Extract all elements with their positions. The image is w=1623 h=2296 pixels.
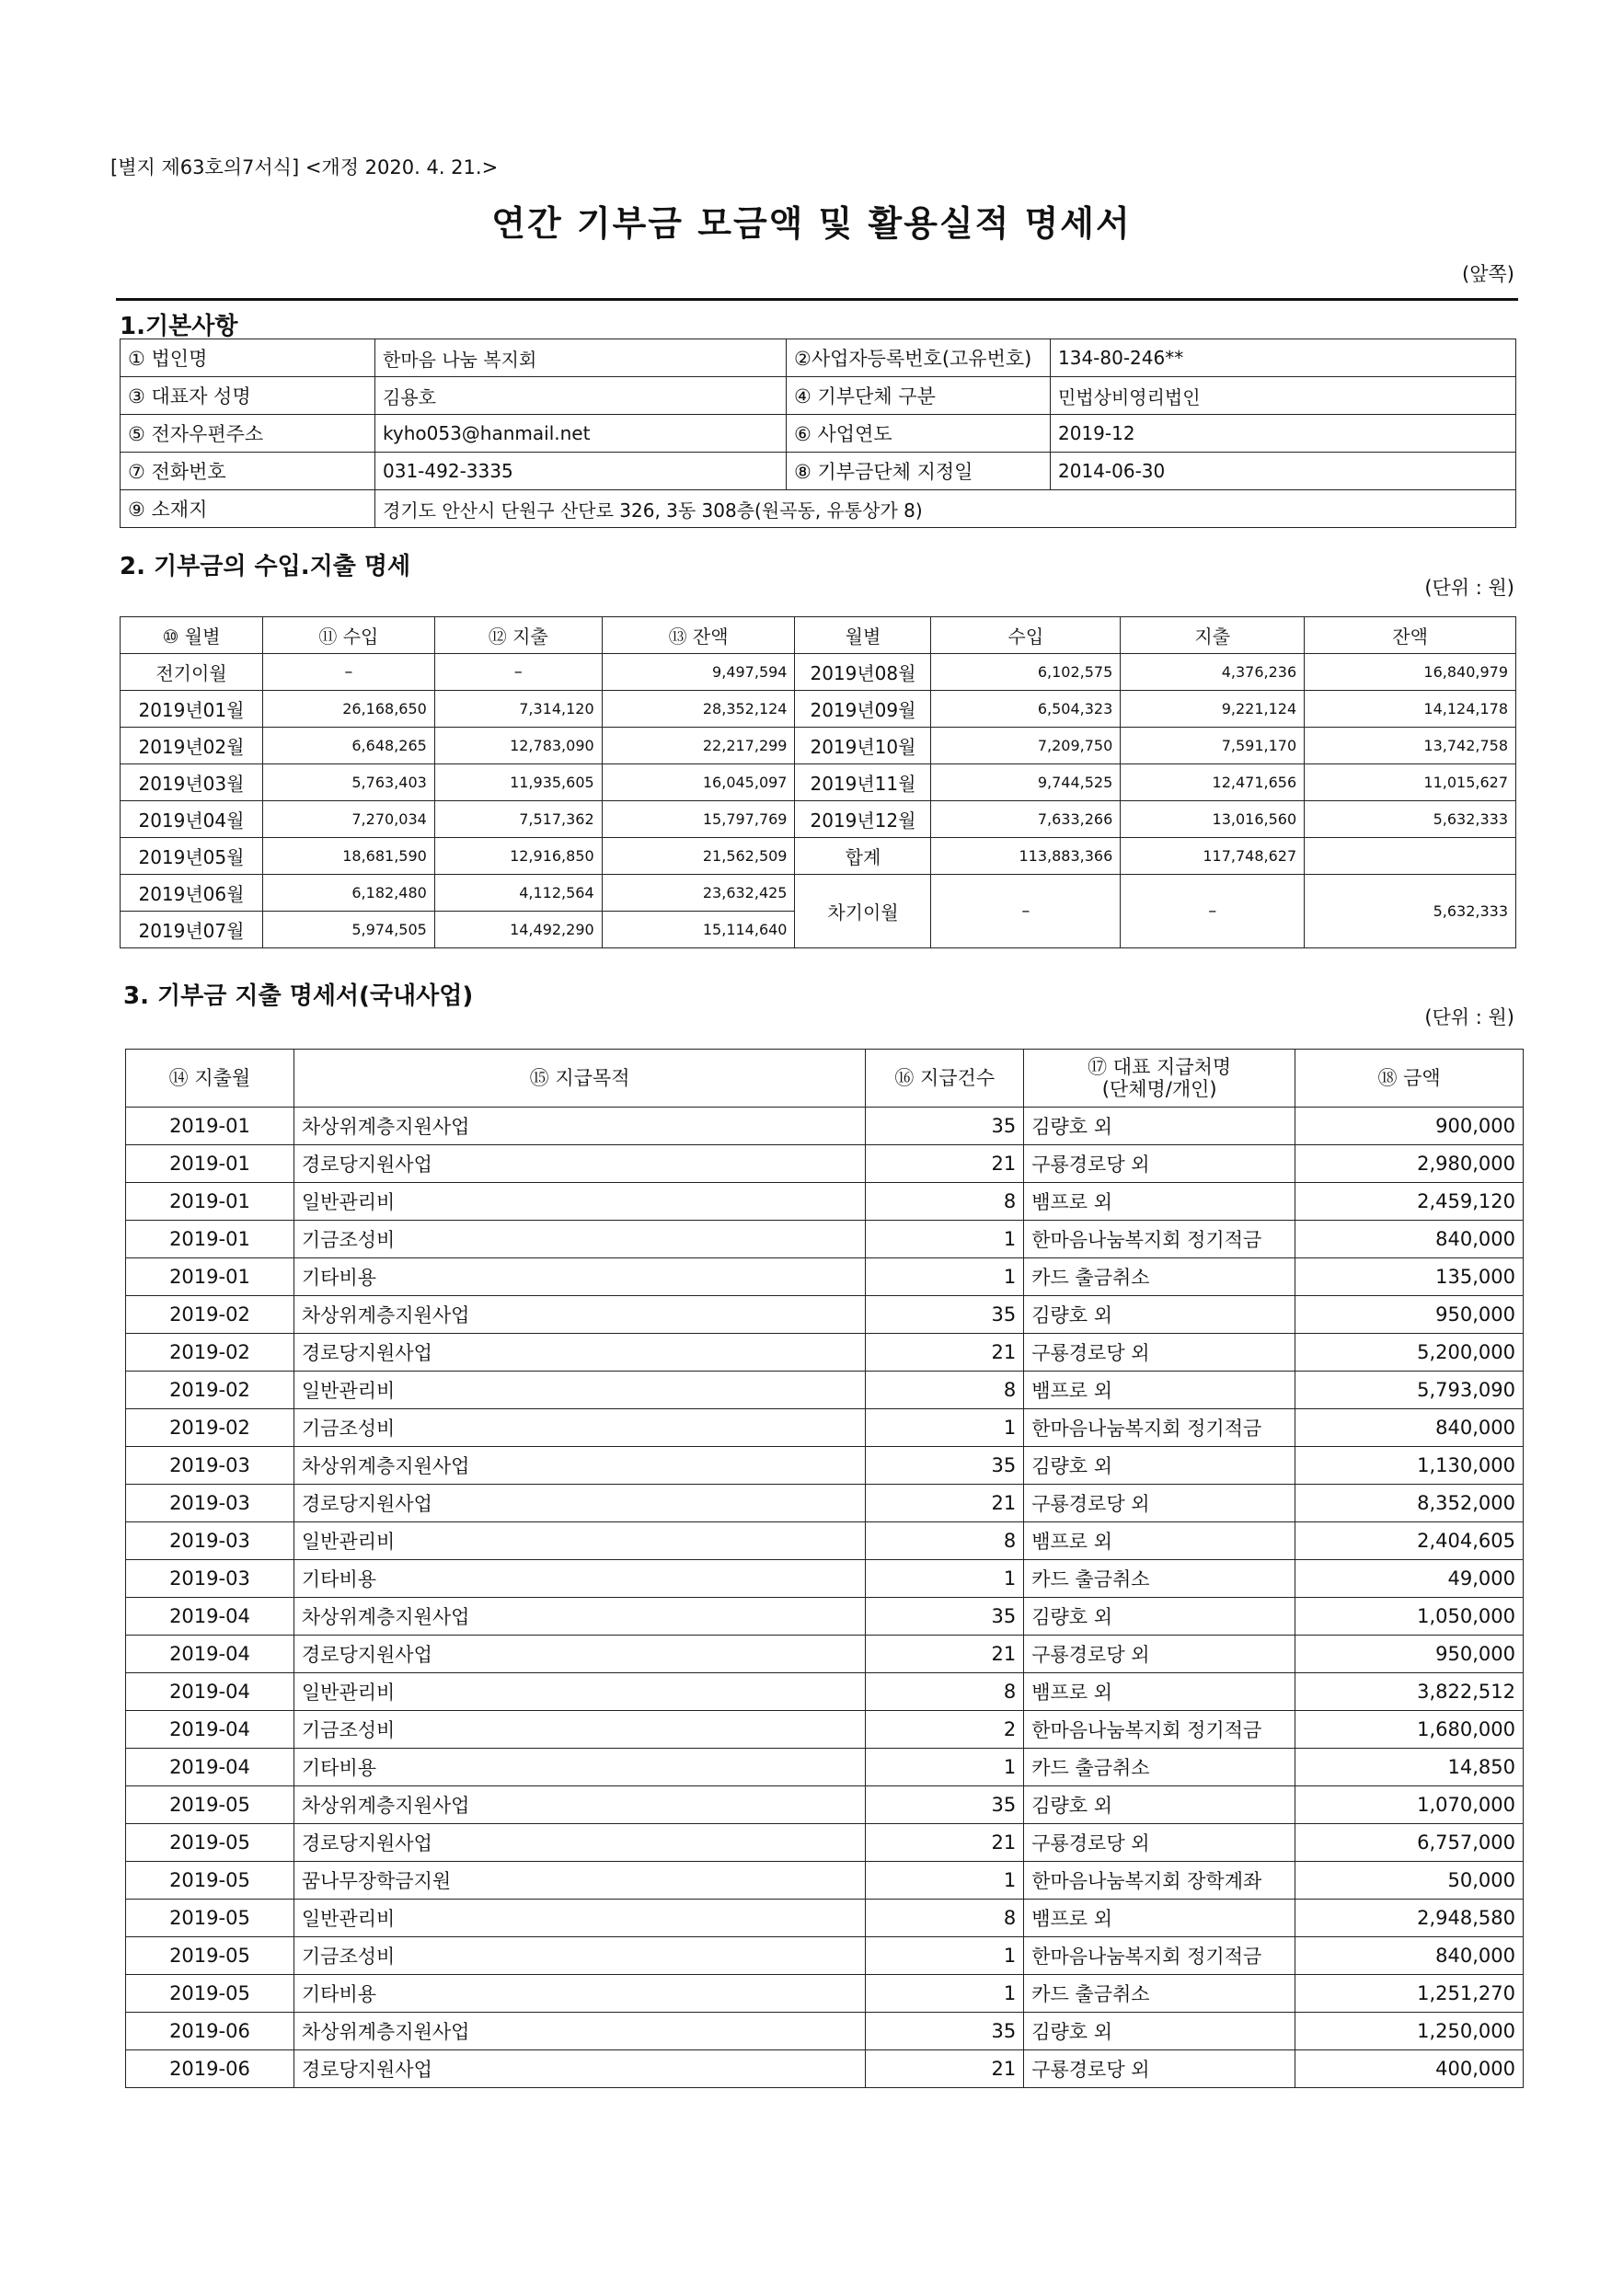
expense-amount: 5,200,000 — [1295, 1334, 1524, 1372]
expense-recipient: 한마음나눔복지회 정기적금 — [1024, 1409, 1295, 1447]
expense-month: 2019-02 — [126, 1334, 294, 1372]
amount-cell: 6,102,575 — [931, 654, 1121, 691]
amount-cell: – — [434, 654, 602, 691]
expense-recipient: 카드 출금취소 — [1024, 1258, 1295, 1296]
column-header: ⑩ 월별 — [121, 617, 263, 654]
expense-recipient: 구룡경로당 외 — [1024, 1485, 1295, 1522]
address-row — [121, 490, 1516, 528]
expense-purpose: 기금조성비 — [294, 1221, 865, 1258]
amount-cell: 21,562,509 — [602, 838, 795, 875]
field-label: ⑥ 사업연도 — [787, 415, 1051, 453]
expense-amount: 840,000 — [1295, 1409, 1524, 1447]
expense-purpose: 기금조성비 — [294, 1409, 865, 1447]
expense-row — [126, 1900, 1524, 1937]
expense-recipient: 김량호 외 — [1024, 1786, 1295, 1824]
amount-cell: 6,504,323 — [931, 691, 1121, 728]
expense-count: 21 — [866, 1824, 1024, 1862]
expense-count: 1 — [866, 1409, 1024, 1447]
expense-purpose: 기타비용 — [294, 1749, 865, 1786]
month-label: 전기이월 — [121, 654, 263, 691]
expense-recipient: 뱀프로 외 — [1024, 1900, 1295, 1937]
address-value: 경기도 안산시 단원구 산단로 326, 3동 308층(원곡동, 유통상가 8) — [375, 490, 1516, 528]
amount-cell: 7,633,266 — [931, 801, 1121, 838]
expense-month: 2019-04 — [126, 1749, 294, 1786]
column-header: 지출 — [1121, 617, 1305, 654]
carry-amount: – — [1121, 875, 1305, 948]
amount-cell: 23,632,425 — [602, 875, 795, 912]
expense-count: 1 — [866, 1258, 1024, 1296]
amount-cell: 26,168,650 — [262, 691, 434, 728]
expense-row — [126, 1183, 1524, 1221]
expense-purpose: 꿈나무장학금지원 — [294, 1862, 865, 1900]
month-label: 2019년11월 — [795, 764, 931, 801]
monthly-row — [121, 838, 1516, 875]
monthly-row — [121, 691, 1516, 728]
expense-header-row — [126, 1050, 1524, 1108]
expense-purpose: 기금조성비 — [294, 1937, 865, 1975]
column-header: ⑬ 잔액 — [602, 617, 795, 654]
expense-month: 2019-01 — [126, 1221, 294, 1258]
expense-month: 2019-03 — [126, 1560, 294, 1598]
expense-purpose: 경로당지원사업 — [294, 1636, 865, 1673]
expense-recipient: 구룡경로당 외 — [1024, 1334, 1295, 1372]
column-header: 잔액 — [1305, 617, 1516, 654]
monthly-row — [121, 801, 1516, 838]
amount-cell: 14,124,178 — [1305, 691, 1516, 728]
expense-amount: 5,793,090 — [1295, 1372, 1524, 1409]
expense-amount: 900,000 — [1295, 1108, 1524, 1145]
amount-cell — [1305, 838, 1516, 875]
amount-cell: 6,182,480 — [262, 875, 434, 912]
expense-row — [126, 1108, 1524, 1145]
expense-purpose: 기타비용 — [294, 1258, 865, 1296]
expense-row — [126, 1258, 1524, 1296]
expense-count: 35 — [866, 1108, 1024, 1145]
field-label: ③ 대표자 성명 — [121, 377, 375, 415]
expense-month: 2019-01 — [126, 1258, 294, 1296]
basic-info-row — [121, 377, 1516, 415]
column-header: ⑱ 금액 — [1295, 1050, 1524, 1108]
expense-purpose: 일반관리비 — [294, 1522, 865, 1560]
expense-amount: 1,251,270 — [1295, 1975, 1524, 2013]
expense-purpose: 경로당지원사업 — [294, 1824, 865, 1862]
monthly-header-row — [121, 617, 1516, 654]
expense-amount: 950,000 — [1295, 1636, 1524, 1673]
field-label: ⑧ 기부금단체 지정일 — [787, 453, 1051, 490]
expense-count: 2 — [866, 1711, 1024, 1749]
monthly-income-expense-table — [120, 616, 1516, 948]
form-number: [별지 제63호의7서식] <개정 2020. 4. 21.> — [110, 156, 499, 178]
amount-cell: 9,221,124 — [1121, 691, 1305, 728]
expense-amount: 2,404,605 — [1295, 1522, 1524, 1560]
expense-purpose: 차상위계층지원사업 — [294, 1598, 865, 1636]
monthly-row — [121, 875, 1516, 912]
expense-purpose: 일반관리비 — [294, 1673, 865, 1711]
expense-count: 35 — [866, 1598, 1024, 1636]
expense-purpose: 경로당지원사업 — [294, 1145, 865, 1183]
basic-info-row — [121, 339, 1516, 377]
expense-amount: 1,050,000 — [1295, 1598, 1524, 1636]
field-value: 한마음 나눔 복지회 — [375, 339, 787, 377]
amount-cell: 113,883,366 — [931, 838, 1121, 875]
section3-title: 3. 기부금 지출 명세서(국내사업) — [123, 982, 474, 1010]
expense-count: 1 — [866, 1975, 1024, 2013]
month-label: 2019년06월 — [121, 875, 263, 912]
top-rule — [116, 298, 1518, 301]
expense-row — [126, 1711, 1524, 1749]
address-label: ⑨ 소재지 — [121, 490, 375, 528]
amount-cell: 4,112,564 — [434, 875, 602, 912]
field-value: 민법상비영리법인 — [1051, 377, 1516, 415]
amount-cell: 11,935,605 — [434, 764, 602, 801]
expense-count: 35 — [866, 1447, 1024, 1485]
expense-row — [126, 1673, 1524, 1711]
expense-amount: 840,000 — [1295, 1937, 1524, 1975]
field-label: ⑦ 전화번호 — [121, 453, 375, 490]
amount-cell: 15,114,640 — [602, 912, 795, 948]
expense-month: 2019-04 — [126, 1711, 294, 1749]
expense-amount: 1,070,000 — [1295, 1786, 1524, 1824]
amount-cell: 13,016,560 — [1121, 801, 1305, 838]
expense-purpose: 경로당지원사업 — [294, 1334, 865, 1372]
amount-cell: 12,471,656 — [1121, 764, 1305, 801]
expense-recipient: 뱀프로 외 — [1024, 1372, 1295, 1409]
expense-month: 2019-05 — [126, 1900, 294, 1937]
amount-cell: 16,840,979 — [1305, 654, 1516, 691]
field-value: 2014-06-30 — [1051, 453, 1516, 490]
month-label: 2019년09월 — [795, 691, 931, 728]
expense-month: 2019-05 — [126, 1937, 294, 1975]
amount-cell: 22,217,299 — [602, 728, 795, 764]
basic-info-row — [121, 415, 1516, 453]
expense-row — [126, 1598, 1524, 1636]
expense-month: 2019-01 — [126, 1145, 294, 1183]
amount-cell: 7,209,750 — [931, 728, 1121, 764]
expense-recipient: 카드 출금취소 — [1024, 1749, 1295, 1786]
expense-amount: 50,000 — [1295, 1862, 1524, 1900]
month-label: 2019년08월 — [795, 654, 931, 691]
expense-month: 2019-01 — [126, 1108, 294, 1145]
month-label: 2019년07월 — [121, 912, 263, 948]
expense-purpose: 일반관리비 — [294, 1372, 865, 1409]
expense-row — [126, 1221, 1524, 1258]
expense-month: 2019-01 — [126, 1183, 294, 1221]
amount-cell: 28,352,124 — [602, 691, 795, 728]
expense-month: 2019-04 — [126, 1673, 294, 1711]
expense-row — [126, 2013, 1524, 2050]
section3-unit: (단위 : 원) — [1424, 1006, 1514, 1028]
expense-purpose: 기금조성비 — [294, 1711, 865, 1749]
amount-cell: 7,517,362 — [434, 801, 602, 838]
amount-cell: 5,974,505 — [262, 912, 434, 948]
expense-count: 35 — [866, 2013, 1024, 2050]
amount-cell: 9,744,525 — [931, 764, 1121, 801]
monthly-row — [121, 654, 1516, 691]
expense-recipient: 카드 출금취소 — [1024, 1560, 1295, 1598]
expense-amount: 6,757,000 — [1295, 1824, 1524, 1862]
expense-purpose: 차상위계층지원사업 — [294, 1296, 865, 1334]
expense-recipient: 김량호 외 — [1024, 2013, 1295, 2050]
expense-purpose: 일반관리비 — [294, 1900, 865, 1937]
expense-month: 2019-05 — [126, 1975, 294, 2013]
header-line: (단체명/개인) — [1101, 1078, 1217, 1100]
expense-count: 21 — [866, 2050, 1024, 2088]
field-label: ④ 기부단체 구분 — [787, 377, 1051, 415]
expense-amount: 135,000 — [1295, 1258, 1524, 1296]
field-value: 031-492-3335 — [375, 453, 787, 490]
expense-recipient: 뱀프로 외 — [1024, 1183, 1295, 1221]
expense-recipient: 구룡경로당 외 — [1024, 1145, 1295, 1183]
expense-amount: 49,000 — [1295, 1560, 1524, 1598]
expense-row — [126, 1862, 1524, 1900]
expense-amount: 2,459,120 — [1295, 1183, 1524, 1221]
expense-month: 2019-04 — [126, 1636, 294, 1673]
expense-row — [126, 1334, 1524, 1372]
expense-row — [126, 1975, 1524, 2013]
month-label: 합계 — [795, 838, 931, 875]
expense-row — [126, 1749, 1524, 1786]
expense-month: 2019-02 — [126, 1409, 294, 1447]
amount-cell: 7,270,034 — [262, 801, 434, 838]
expense-count: 8 — [866, 1673, 1024, 1711]
amount-cell: 117,748,627 — [1121, 838, 1305, 875]
expense-month: 2019-05 — [126, 1786, 294, 1824]
monthly-row — [121, 728, 1516, 764]
expense-row — [126, 1296, 1524, 1334]
amount-cell: 11,015,627 — [1305, 764, 1516, 801]
expense-row — [126, 1636, 1524, 1673]
expense-recipient: 뱀프로 외 — [1024, 1673, 1295, 1711]
expense-row — [126, 1786, 1524, 1824]
expense-amount: 1,130,000 — [1295, 1447, 1524, 1485]
expense-month: 2019-02 — [126, 1372, 294, 1409]
expense-month: 2019-04 — [126, 1598, 294, 1636]
expense-count: 1 — [866, 1749, 1024, 1786]
expense-count: 8 — [866, 1183, 1024, 1221]
expense-recipient: 구룡경로당 외 — [1024, 1824, 1295, 1862]
column-header: ⑮ 지급목적 — [294, 1050, 865, 1108]
column-header — [1024, 1050, 1295, 1108]
expense-recipient: 뱀프로 외 — [1024, 1522, 1295, 1560]
expense-row — [126, 1522, 1524, 1560]
expense-recipient: 한마음나눔복지회 정기적금 — [1024, 1937, 1295, 1975]
field-label: ⑤ 전자우편주소 — [121, 415, 375, 453]
expense-amount: 3,822,512 — [1295, 1673, 1524, 1711]
expense-count: 8 — [866, 1900, 1024, 1937]
amount-cell: 14,492,290 — [434, 912, 602, 948]
expense-amount: 1,250,000 — [1295, 2013, 1524, 2050]
amount-cell: 7,314,120 — [434, 691, 602, 728]
month-label: 2019년01월 — [121, 691, 263, 728]
basic-info-row — [121, 453, 1516, 490]
amount-cell: – — [262, 654, 434, 691]
expense-purpose: 차상위계층지원사업 — [294, 1108, 865, 1145]
expense-purpose: 경로당지원사업 — [294, 2050, 865, 2088]
expense-recipient: 구룡경로당 외 — [1024, 2050, 1295, 2088]
expense-purpose: 기타비용 — [294, 1560, 865, 1598]
expense-month: 2019-02 — [126, 1296, 294, 1334]
expense-recipient: 김량호 외 — [1024, 1598, 1295, 1636]
expense-month: 2019-03 — [126, 1485, 294, 1522]
column-header: ⑫ 지출 — [434, 617, 602, 654]
carry-amount: 5,632,333 — [1305, 875, 1516, 948]
monthly-row — [121, 764, 1516, 801]
expense-recipient: 한마음나눔복지회 정기적금 — [1024, 1711, 1295, 1749]
section2-unit: (단위 : 원) — [1424, 577, 1514, 599]
expense-recipient: 카드 출금취소 — [1024, 1975, 1295, 2013]
expense-recipient: 김량호 외 — [1024, 1447, 1295, 1485]
expense-row — [126, 1937, 1524, 1975]
expense-recipient: 김량호 외 — [1024, 1296, 1295, 1334]
expense-count: 8 — [866, 1522, 1024, 1560]
column-header: 수입 — [931, 617, 1121, 654]
expense-month: 2019-06 — [126, 2050, 294, 2088]
expense-count: 21 — [866, 1636, 1024, 1673]
carry-amount: – — [931, 875, 1121, 948]
month-label: 2019년02월 — [121, 728, 263, 764]
amount-cell: 12,916,850 — [434, 838, 602, 875]
expense-row — [126, 1447, 1524, 1485]
month-label: 2019년03월 — [121, 764, 263, 801]
expense-count: 35 — [866, 1786, 1024, 1824]
expense-amount: 2,980,000 — [1295, 1145, 1524, 1183]
amount-cell: 12,783,090 — [434, 728, 602, 764]
column-header: ⑭ 지출월 — [126, 1050, 294, 1108]
amount-cell: 4,376,236 — [1121, 654, 1305, 691]
expense-count: 35 — [866, 1296, 1024, 1334]
document-title: 연간 기부금 모금액 및 활용실적 명세서 — [491, 203, 1132, 244]
month-label: 2019년10월 — [795, 728, 931, 764]
field-value: 2019-12 — [1051, 415, 1516, 453]
expense-month: 2019-05 — [126, 1824, 294, 1862]
expense-count: 21 — [866, 1145, 1024, 1183]
expense-row — [126, 1560, 1524, 1598]
expense-row — [126, 1145, 1524, 1183]
expense-detail-table — [125, 1049, 1524, 2088]
expense-month: 2019-06 — [126, 2013, 294, 2050]
field-value: kyho053@hanmail.net — [375, 415, 787, 453]
expense-purpose: 차상위계층지원사업 — [294, 1786, 865, 1824]
amount-cell: 6,648,265 — [262, 728, 434, 764]
expense-count: 21 — [866, 1334, 1024, 1372]
column-header: ⑪ 수입 — [262, 617, 434, 654]
amount-cell: 16,045,097 — [602, 764, 795, 801]
expense-count: 1 — [866, 1937, 1024, 1975]
field-label: ① 법인명 — [121, 339, 375, 377]
amount-cell: 7,591,170 — [1121, 728, 1305, 764]
expense-amount: 2,948,580 — [1295, 1900, 1524, 1937]
expense-count: 1 — [866, 1560, 1024, 1598]
expense-amount: 400,000 — [1295, 2050, 1524, 2088]
month-label: 2019년05월 — [121, 838, 263, 875]
amount-cell: 9,497,594 — [602, 654, 795, 691]
expense-count: 21 — [866, 1485, 1024, 1522]
column-header: 월별 — [795, 617, 931, 654]
expense-purpose: 경로당지원사업 — [294, 1485, 865, 1522]
expense-row — [126, 1372, 1524, 1409]
month-label: 2019년04월 — [121, 801, 263, 838]
expense-count: 8 — [866, 1372, 1024, 1409]
expense-recipient: 김량호 외 — [1024, 1108, 1295, 1145]
field-label: ②사업자등록번호(고유번호) — [787, 339, 1051, 377]
expense-row — [126, 1824, 1524, 1862]
column-header: ⑯ 지급건수 — [866, 1050, 1024, 1108]
expense-month: 2019-05 — [126, 1862, 294, 1900]
expense-recipient: 구룡경로당 외 — [1024, 1636, 1295, 1673]
expense-amount: 840,000 — [1295, 1221, 1524, 1258]
expense-purpose: 기타비용 — [294, 1975, 865, 2013]
month-label: 2019년12월 — [795, 801, 931, 838]
expense-row — [126, 1409, 1524, 1447]
expense-amount: 1,680,000 — [1295, 1711, 1524, 1749]
carry-label: 차기이월 — [795, 875, 931, 948]
amount-cell: 13,742,758 — [1305, 728, 1516, 764]
amount-cell: 18,681,590 — [262, 838, 434, 875]
page-side-label: (앞쪽) — [1462, 263, 1514, 285]
expense-purpose: 차상위계층지원사업 — [294, 2013, 865, 2050]
expense-amount: 14,850 — [1295, 1749, 1524, 1786]
expense-count: 1 — [866, 1862, 1024, 1900]
expense-amount: 950,000 — [1295, 1296, 1524, 1334]
expense-purpose: 차상위계층지원사업 — [294, 1447, 865, 1485]
field-value: 김용호 — [375, 377, 787, 415]
section1-title: 1.기본사항 — [120, 313, 238, 340]
amount-cell: 5,632,333 — [1305, 801, 1516, 838]
expense-count: 1 — [866, 1221, 1024, 1258]
field-value: 134-80-246** — [1051, 339, 1516, 377]
section2-title: 2. 기부금의 수입.지출 명세 — [120, 553, 411, 580]
expense-row — [126, 1485, 1524, 1522]
expense-purpose: 일반관리비 — [294, 1183, 865, 1221]
amount-cell: 5,763,403 — [262, 764, 434, 801]
expense-recipient: 한마음나눔복지회 장학계좌 — [1024, 1862, 1295, 1900]
expense-row — [126, 2050, 1524, 2088]
expense-month: 2019-03 — [126, 1522, 294, 1560]
expense-recipient: 한마음나눔복지회 정기적금 — [1024, 1221, 1295, 1258]
expense-amount: 8,352,000 — [1295, 1485, 1524, 1522]
header-line: ⑰ 대표 지급처명 — [1088, 1056, 1232, 1078]
expense-month: 2019-03 — [126, 1447, 294, 1485]
basic-info-table — [120, 339, 1516, 528]
amount-cell: 15,797,769 — [602, 801, 795, 838]
